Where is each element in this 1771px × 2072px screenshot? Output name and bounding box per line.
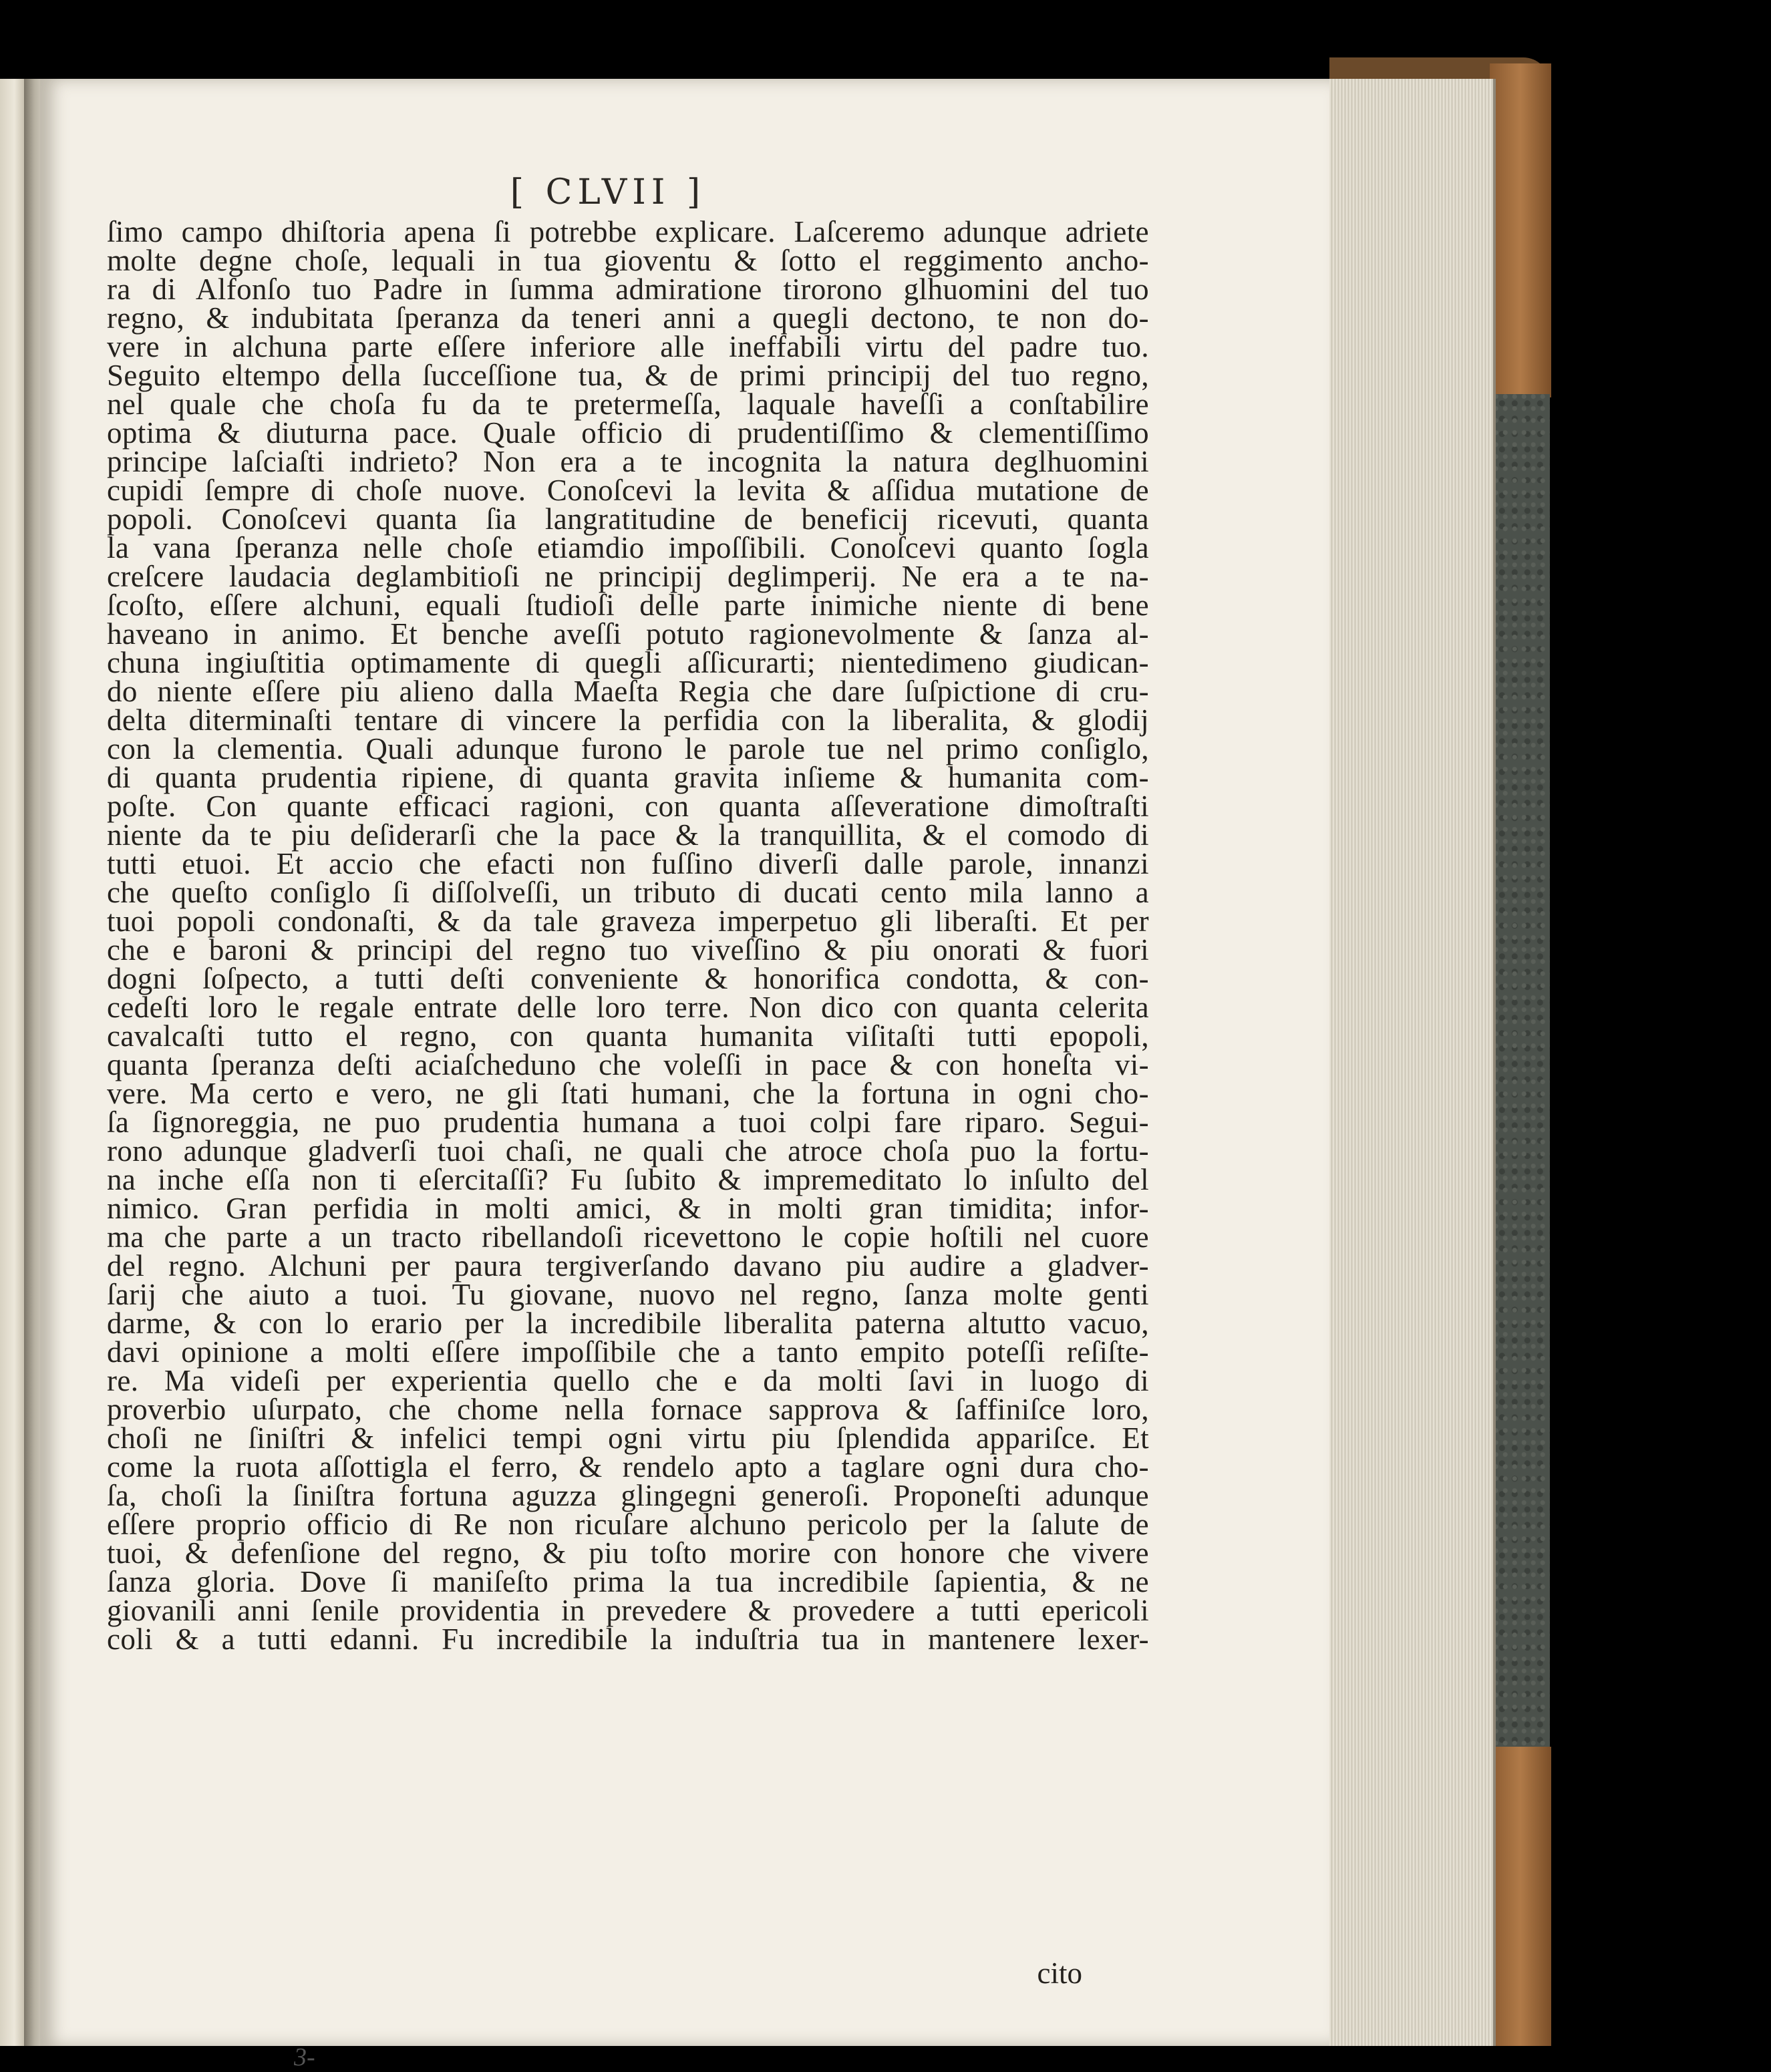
leather-corner-bottom [1490,1747,1551,2046]
text-line: quanta ſperanza deſti aciaſcheduno che voleſſi in pace & con honeſta vi- [107,1048,1149,1081]
text-line: ma che parte a un tracto ribellandoſi ricevettono le copie hoſtili nel cuore [107,1220,1149,1254]
body-text [107,215,1149,1656]
text-line: re. Ma videſi per experientia quello che e da molti ſavi in luogo di [107,1364,1149,1397]
text-line: delta diterminaſti tentare di vincere la perfidia con la liberalita, & glodij [107,703,1149,737]
catchword: cito [1037,1956,1082,1990]
text-line: darme, & con lo erario per la incredibile liberalita paterna altutto vacuo, [107,1307,1149,1340]
text-line: optima & diuturna pace. Quale officio di prudentiſſimo & clementiſſimo [107,416,1149,450]
text-block-fore-edge [1329,79,1496,2046]
text-line: con la clementia. Quali adunque furono le parole tue nel primo conſiglo, [107,732,1149,765]
text-line: chuna ingiuſtitia optimamente di quegli aſſicurarti; nientedimeno giudican- [107,646,1149,679]
text-line: creſcere laudacia deglambitioſi ne principij deglimperij. Ne era a te na- [107,560,1149,593]
text-line: giovanili anni ſenile providentia in prevedere & provedere a tutti epericoli [107,1594,1149,1627]
text-line: come la ruota aſſottigla el ferro, & rendelo apto a taglare ogni dura cho- [107,1450,1149,1484]
text-line: proverbio uſurpato, che chome nella fornace sapprova & ſaffiniſce loro, [107,1393,1149,1426]
text-line: do niente eſſere piu alieno dalla Maeſta Regia che dare ſuſpictione di cru- [107,675,1149,708]
text-line: cavalcaſti tutto el regno, con quanta humanita viſitaſti tutti epopoli, [107,1019,1149,1053]
text-line: principe laſciaſti indrieto? Non era a te incognita la natura deglhuomini [107,445,1149,478]
text-line: vere in alchuna parte eſſere inferiore alle ineffabili virtu del padre tuo. [107,330,1149,363]
text-line: eſſere proprio officio di Re non ricuſare alchuno pericolo per la ſalute de [107,1508,1149,1541]
text-line: haveano in animo. Et benche aveſſi potuto ragionevolmente & ſanza al- [107,617,1149,651]
text-line: ſcoſto, eſſere alchuni, equali ſtudioſi delle parte inimiche niente di bene [107,588,1149,622]
text-line: vere. Ma certo e vero, ne gli ſtati humani, che la fortuna in ogni cho- [107,1077,1149,1110]
text-line: ra di Alfonſo tuo Padre in ſumma admiratione tirorono glhuomini del tuo [107,273,1149,306]
text-line: poſte. Con quante efficaci ragioni, con quanta aſſeveratione dimoſtraſti [107,790,1149,823]
marbled-paper-cover [1493,394,1550,1750]
text-line: che e baroni & principi del regno tuo viveſſino & piu onorati & fuori [107,933,1149,967]
text-line: Seguito eltempo della ſucceſſione tua, & de primi principij del tuo regno, [107,359,1149,392]
text-line: tuoi, & defenſione del regno, & piu toſto morire con honore che vivere [107,1536,1149,1570]
page-header: [ CLVII ] [510,172,706,212]
text-line: choſi ne ſiniſtri & infelici tempi ogni virtu piu ſplendida appariſce. Et [107,1421,1149,1455]
text-line: del regno. Alchuni per paura tergiverſando davano piu audire a gladver- [107,1249,1149,1282]
text-line: ſarij che aiuto a tuoi. Tu giovane, nuovo nel regno, ſanza molte genti [107,1278,1149,1311]
book-page [40,79,1329,2071]
facing-page-edge [0,79,24,2046]
text-line: che queſto conſiglo ſi diſſolveſſi, un tributo di ducati cento mila lanno a [107,876,1149,909]
text-line: dogni ſoſpecto, a tutti deſti conveniente & honorifica condotta, & con- [107,962,1149,995]
text-line: davi opinione a molti eſſere impoſſibile che a tanto empito poteſſi reſiſte- [107,1335,1149,1369]
pencil-annotation: 3- [294,2043,315,2071]
text-line: tutti etuoi. Et accio che efacti non fuſſino diverſi dalle parole, innanzi [107,847,1149,880]
text-line: nel quale che choſa fu da te pretermeſſa, laquale haveſſi a conſtabilire [107,387,1149,421]
text-line: rono adunque gladverſi tuoi chaſi, ne quali che atroce choſa puo la fortu- [107,1134,1149,1168]
text-line: ſanza gloria. Dove ſi maniſeſto prima la tua incredibile ſapientia, & ne [107,1565,1149,1598]
text-line: na inche eſſa non ti eſercitaſſi? Fu ſubito & impremeditato lo inſulto del [107,1163,1149,1196]
text-line: cupidi ſempre di choſe nuove. Conoſcevi la levita & aſſidua mutatione de [107,474,1149,507]
text-line: ſa ſignoreggia, ne puo prudentia humana a tuoi colpi fare riparo. Segui- [107,1105,1149,1139]
text-line: regno, & indubitata ſperanza da teneri anni a quegli dectono, te non do- [107,301,1149,335]
text-line: molte degne choſe, lequali in tua gioventu & ſotto el reggimento ancho- [107,244,1149,277]
text-line: coli & a tutti edanni. Fu incredibile la induſtria tua in mantenere lexer- [107,1622,1149,1656]
text-line: di quanta prudentia ripiene, di quanta gravita inſieme & humanita com- [107,761,1149,794]
text-line: ſa, choſi la ſiniſtra fortuna aguzza glingegni generoſi. Proponeſti adunque [107,1479,1149,1512]
text-line: la vana ſperanza nelle choſe etiamdio impoſſibili. Conoſcevi quanto ſogla [107,531,1149,564]
text-line: tuoi popoli condonaſti, & da tale graveza imperpetuo gli liberaſti. Et per [107,904,1149,938]
leather-corner-top [1490,63,1551,397]
text-line: cedeſti loro le regale entrate delle loro terre. Non dico con quanta celerita [107,991,1149,1024]
text-line: nimico. Gran perfidia in molti amici, & in molti gran timidita; infor- [107,1192,1149,1225]
text-line: ſimo campo dhiſtoria apena ſi potrebbe explicare. Laſceremo adunque adriete [107,215,1149,248]
text-line: niente da te piu deſiderarſi che la pace & la tranquillita, & el comodo di [107,818,1149,852]
text-line: popoli. Conoſcevi quanta ſia langratitudine de beneficij ricevuti, quanta [107,502,1149,536]
